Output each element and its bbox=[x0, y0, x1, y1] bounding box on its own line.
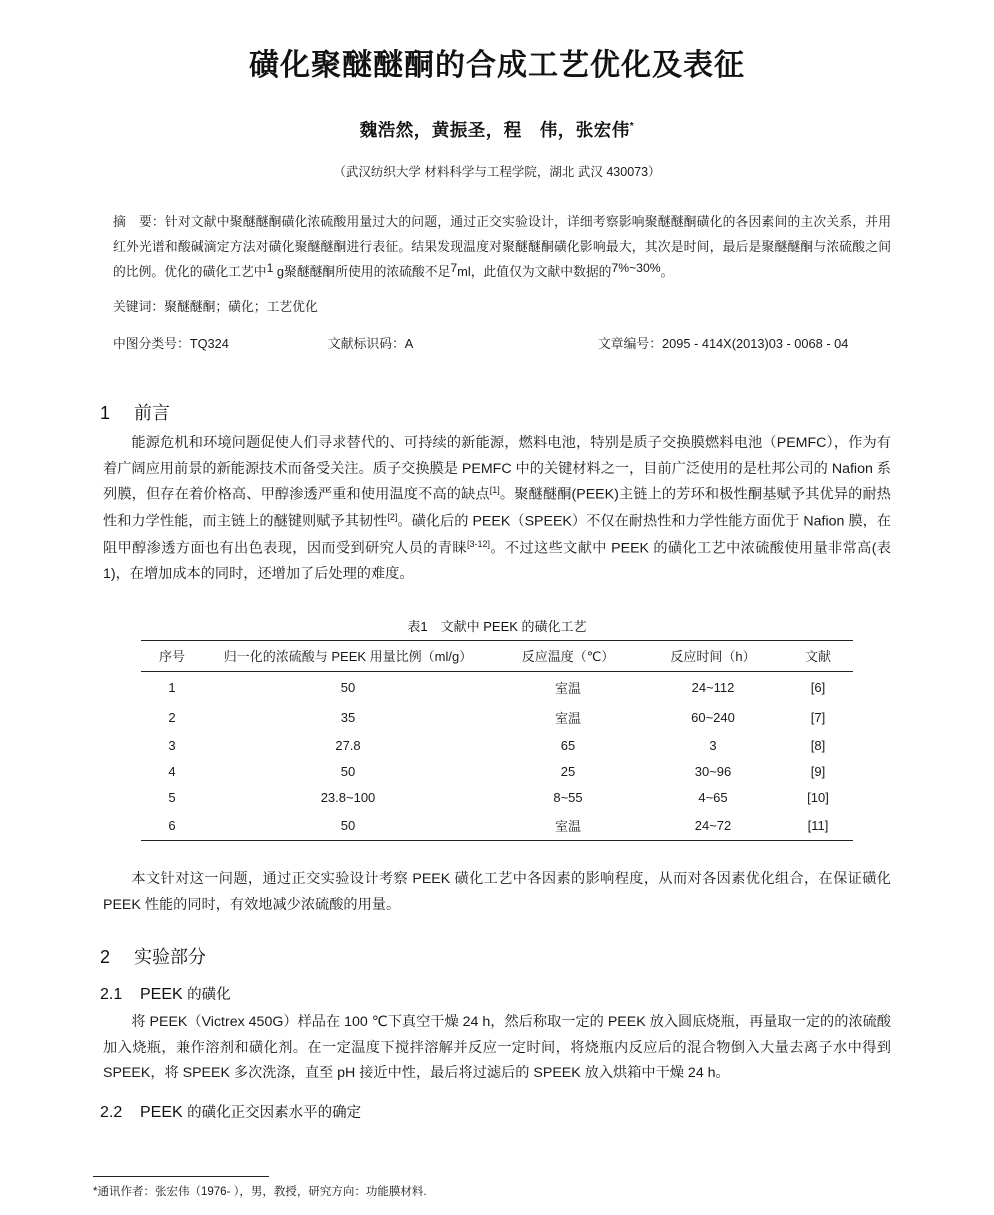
abstract-line-2: 因素间的主次关系，并用红外光谱和酸碱滴定方法对磺化聚醚醚酮进行表征。结果发现温度对聚醚醚酮磺化影响 bbox=[113, 214, 892, 254]
clc-number: 中图分类号：TQ324 bbox=[113, 335, 229, 351]
footnote-divider bbox=[93, 1176, 269, 1177]
heading-1-number: 1 bbox=[100, 402, 111, 423]
cell-time: 24~112 bbox=[691, 679, 735, 695]
classification-row bbox=[113, 332, 891, 357]
table-1 bbox=[141, 640, 853, 841]
abstract-line-4c: 。 bbox=[660, 263, 674, 279]
cell-temp: 65 bbox=[560, 737, 576, 753]
heading-2-1-mono: PEEK bbox=[140, 985, 188, 1003]
abstract-line-3a: 最大，其次是时间，最后是聚醚醚酮与浓硫酸之间的比例。优化的磺化工艺中 bbox=[113, 238, 892, 279]
table-row bbox=[141, 784, 853, 810]
affiliation: （武汉纺织大学 材料科学与工程学院，湖北 武汉 430073） bbox=[333, 165, 661, 179]
heading-2-1-title: 的磺化 bbox=[187, 986, 231, 1003]
heading-section-2 bbox=[100, 943, 994, 969]
abstract-line-4a: ml bbox=[457, 263, 471, 279]
footnote-text: *通讯作者：张宏伟（1976- ），男，教授，研究方向：功能膜材料. bbox=[93, 1186, 427, 1198]
column-header-no: 序号 bbox=[141, 641, 203, 672]
abstract-line-1: 针对文献中聚醚醚酮磺化浓硫酸用量过大的问题，通过正交实验设计，详细考察影响聚醚醚酮磺化的各 bbox=[164, 214, 749, 229]
column-header-ratio: 归一化的浓硫酸与 PEEK 用量比例（ml/g） bbox=[203, 641, 493, 672]
paragraph-intro-2: 本文针对这一问题，通过正交实验设计考察 PEEK 磺化工艺中各因素的影响程度，从而对各因素优化组合，在保证磺化 PEEK 性能的同时，有效地减少浓硫酸的用量。 bbox=[103, 871, 891, 913]
paragraph-2-1: 将 PEEK（Victrex 450G）样品在 100 ℃下真空干燥 24 h，然后称取一定的 PEEK 放入圆底烧瓶，再量取一定的的浓硫酸加入烧瓶，兼作溶剂和磺化剂。在一定温度下搅拌溶解并反应一定时间，将烧瓶内反应后的混合物倒入大量去离子水中得到 SPEEK，将 SPEEK 多次洗涤，直至 pH 接近中性，最后将过滤后的 SPEEK 放入烘箱中干燥 24 h。 bbox=[103, 1013, 891, 1082]
cell-ratio: 27.8 bbox=[335, 737, 361, 753]
table-row bbox=[141, 810, 853, 841]
heading-2-1-number: 2.1 bbox=[100, 985, 123, 1003]
author-list bbox=[0, 117, 994, 142]
table-1-caption: 表1 文献中 PEEK 的磺化工艺 bbox=[407, 619, 587, 635]
heading-2-2-number: 2.2 bbox=[100, 1104, 123, 1122]
cell-time: 4~65 bbox=[698, 789, 728, 805]
heading-2-number: 2 bbox=[100, 946, 111, 967]
cell-no: 5 bbox=[168, 789, 176, 805]
cell-no: 3 bbox=[168, 737, 176, 753]
author-names: 魏浩然，黄振圣，程 伟，张宏伟 bbox=[359, 120, 630, 140]
cell-temp: 室温 bbox=[493, 810, 643, 841]
cell-no: 6 bbox=[141, 810, 203, 841]
cell-no: 1 bbox=[168, 679, 176, 695]
cell-time: 30~96 bbox=[694, 763, 732, 779]
table-row bbox=[141, 702, 853, 732]
abstract-block bbox=[113, 210, 891, 357]
cell-ref: [7] bbox=[810, 709, 826, 725]
page-title: 磺化聚醚醚酮的合成工艺优化及表征 bbox=[249, 49, 745, 82]
abstract-value-7ml: 7 bbox=[450, 260, 458, 275]
table-row bbox=[141, 732, 853, 758]
cell-temp: 室温 bbox=[554, 710, 581, 726]
cell-ref: [11] bbox=[783, 810, 853, 841]
cell-ratio: 35 bbox=[340, 709, 356, 725]
abstract-label: 摘 要： bbox=[113, 214, 165, 229]
intro-text-c: 。磺化后的 PEEK（SPEEK）不仅在耐热性和力学性能方面优于 Nafion 膜，在阻甲醇渗透方面也有出色表现，因而受到研究人员的青睐 bbox=[103, 513, 891, 557]
table-row bbox=[141, 758, 853, 784]
cell-temp: 8~55 bbox=[553, 789, 583, 805]
corresponding-author-marker: * bbox=[629, 121, 635, 133]
cell-ratio: 23.8~100 bbox=[320, 789, 376, 805]
table-header-row bbox=[141, 641, 853, 672]
table-row bbox=[141, 672, 853, 703]
cell-ref: [8] bbox=[810, 737, 826, 753]
abstract-value-percent: 7%~30% bbox=[611, 260, 661, 275]
intro-text-d: 。不过这些文献中 PEEK 的磺化工艺中浓硫酸使用量非常高(表 1)，在增加成本的同时，还增加了后处理的难度。 bbox=[103, 540, 891, 583]
heading-2-2-title: 的磺化正交因素水平的确定 bbox=[187, 1105, 362, 1122]
footnote-block bbox=[93, 1176, 913, 1199]
paragraph-intro-1 bbox=[103, 431, 891, 588]
reference-marker-2: [2] bbox=[387, 512, 398, 523]
table-1-block bbox=[141, 616, 853, 841]
intro-text-a: 能源危机和环境问题促使人们寻求替代的、可持续的新能源，燃料电池，特别是质子交换膜燃料电池（PEMFC），作为有着广阔应用前景的新能源技术而备受关注。质子交换膜是 PEMFC 中的关键材料之一，目前广泛使用的是杜邦公司的 Nafion 系列膜，但存在着价格高、甲醇渗透严重和使用温度不高的缺点 bbox=[103, 434, 891, 504]
cell-temp: 室温 bbox=[554, 680, 581, 696]
abstract-line-3b: g聚醚醚酮所使用的浓硫酸不足 bbox=[276, 263, 451, 279]
column-header-ref: 文献 bbox=[783, 641, 853, 672]
cell-ratio: 50 bbox=[340, 763, 356, 779]
cell-ref: [10] bbox=[807, 789, 829, 805]
column-header-time: 反应时间（h） bbox=[643, 641, 783, 672]
abstract-value-1g: 1 bbox=[266, 260, 274, 275]
heading-section-1 bbox=[100, 399, 994, 425]
abstract-text bbox=[113, 210, 891, 285]
cell-time: 60~240 bbox=[691, 709, 735, 725]
column-header-temp: 反应温度（℃） bbox=[493, 641, 643, 672]
document-code: 文献标识码：A bbox=[328, 335, 414, 351]
keywords-line: 关键词：聚醚醚酮；磺化；工艺优化 bbox=[113, 298, 318, 314]
cell-time: 3 bbox=[709, 737, 717, 753]
cell-ref: [6] bbox=[810, 679, 826, 695]
cell-temp: 25 bbox=[560, 763, 576, 779]
intro-text-b: 。聚醚醚酮(PEEK)主链上的芳环和极性酮基赋予其优异的耐热性和力学性能，而主链上的醚键则赋予其韧性 bbox=[103, 487, 891, 530]
heading-2-title: 实验部分 bbox=[134, 946, 206, 967]
abstract-line-4b: ，此值仅为文献中数据的 bbox=[470, 263, 612, 279]
heading-2-2-mono: PEEK bbox=[140, 1104, 188, 1122]
cell-ratio: 50 bbox=[203, 810, 493, 841]
cell-ref: [9] bbox=[810, 763, 826, 779]
reference-marker-1: [1] bbox=[489, 485, 500, 496]
reference-marker-3: [3-12] bbox=[466, 538, 490, 549]
heading-section-2-1 bbox=[100, 983, 994, 1004]
heading-section-2-2 bbox=[100, 1101, 994, 1122]
heading-1-title: 前言 bbox=[134, 402, 170, 423]
cell-time: 24~72 bbox=[643, 810, 783, 841]
cell-no: 2 bbox=[168, 709, 176, 725]
cell-no: 4 bbox=[168, 763, 176, 779]
article-number: 文章编号：2095 - 414X(2013)03 - 0068 - 04 bbox=[598, 335, 849, 351]
cell-ratio: 50 bbox=[340, 679, 356, 695]
